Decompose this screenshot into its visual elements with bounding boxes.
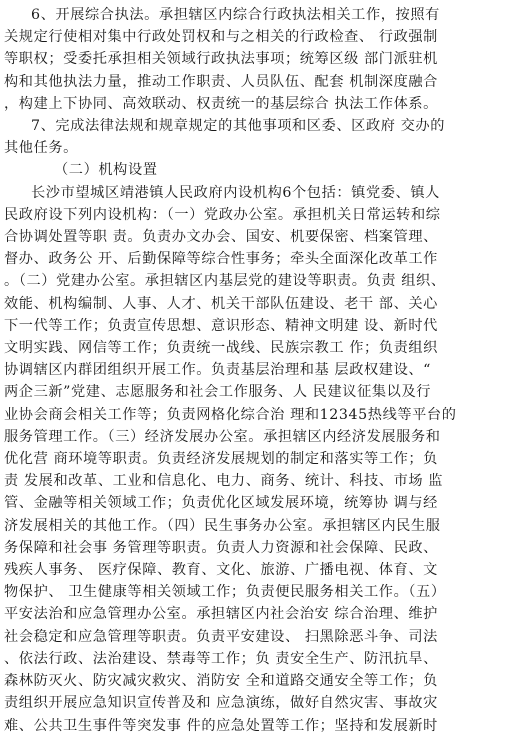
text-line: 构和其他执法力量，推动工作职责、人员队伍、配套 机制深度融合: [4, 73, 438, 90]
text-line: 管、金融等相关领域工作；负责优化区域发展环境，统筹协 调与经: [4, 495, 438, 512]
text-line: 两企三新”党建、志愿服务和社会工作服务、人 民建议征集以及行: [4, 384, 432, 401]
paragraph-comprehensive-enforcement: [4, 4, 502, 115]
text-line: 协调辖区内群团组织开展工作。负责基层治理和基 层政权建设、“: [4, 362, 432, 379]
text-line: 业协会商会相关工作等；负责网格化综合治 理和12345热线等平台的: [4, 406, 457, 423]
text-line: ，构建上下协同、高效联动、权责统一的基层综合 执法工作体系。: [4, 95, 438, 112]
text-line: 平安法治和应急管理办公室。承担辖区内社会治安 综合治理、维护: [4, 606, 438, 623]
text-line: 关规定行使相对集中行政处罚权和与之相关的行政检查、 行政强制: [4, 29, 438, 46]
section-heading-institutions: [4, 159, 502, 181]
document-page: [4, 4, 502, 737]
text-line: 文明实践、网信等工作；负责统一战线、民族宗教工 作；负责组织: [4, 340, 438, 357]
text-line: 残疾人事务、 医疗保障、教育、文化、旅游、广播电视、体育、文: [4, 562, 438, 579]
text-line: 合协调处置等职 责。负责办文办会、国安、机要保密、档案管理、: [4, 229, 438, 246]
text-line: 7、完成法律法规和规章规定的其他事项和区委、区政府 交办的: [31, 118, 446, 135]
text-line: 等职权；受委托承担相关领域行政执法事项；统筹区级 部门派驻机: [4, 51, 438, 68]
text-line: 督办、政务公 开、后勤保障等综合性事务；牵头全面深化改革工作: [4, 251, 438, 268]
text-line: 民政府设下列内设机构：（一）党政办公室。承担机关日常运转和综: [4, 206, 441, 223]
text-line: 。（二）党建办公室。承担辖区内基层党的建设等职责。负责 组织、: [4, 273, 446, 290]
text-line: 服务管理工作。（三）经济发展办公室。承担辖区内经济发展服务和: [4, 428, 441, 445]
text-line: 长沙市望城区靖港镇人民政府内设机构6个包括：镇党委、镇人: [31, 184, 440, 201]
text-line: 责组织开展应急知识宣传普及和 应急演练，做好自然灾害、事故灾: [4, 695, 438, 712]
text-line: 其他任务。: [4, 140, 78, 157]
text-line: 优化营 商环境等职责。负责经济发展规划的制定和落实等工作；负: [4, 451, 438, 468]
paragraph-other-tasks: [4, 115, 502, 159]
text-line: 效能、机构编制、人事、人才、机关干部队伍建设、老干 部、关心: [4, 295, 438, 312]
text-line: 务保障和社会事 务管理等职责。负责人力资源和社会保障、民政、: [4, 539, 438, 556]
text-line: 责 发展和改革、工业和信息化、电力、商务、统计、科技、市场 监: [4, 473, 444, 490]
text-line: 、依法行政、法治建设、禁毒等工作；负 责安全生产、防汛抗旱、: [4, 650, 438, 667]
text-line: 社会稳定和应急管理等职责。负责平安建设、 扫黑除恶斗争、司法: [4, 628, 438, 645]
text-line: 物保护、 卫生健康等相关领域工作；负责便民服务相关工作。（五）: [4, 584, 446, 601]
text-line: 难、公共卫生事件等突发事 件的应急处置等工作；坚持和发展新时: [4, 717, 438, 734]
text-line: 森林防灭火、防灾减灾救灾、消防安 全和道路交通安全等工作；负: [4, 673, 438, 690]
text-line: 济发展相关的其他工作。（四）民生事务办公室。承担辖区内民生服: [4, 517, 441, 534]
text-line: 下一代等工作；负责宣传思想、意识形态、精神文明建 设、新时代: [4, 317, 438, 334]
text-line: 6、开展综合执法。承担辖区内综合行政执法相关工作，按照有: [31, 7, 440, 23]
section-heading: （二）机构设置: [54, 162, 158, 179]
paragraph-institutions-body: [4, 182, 502, 737]
